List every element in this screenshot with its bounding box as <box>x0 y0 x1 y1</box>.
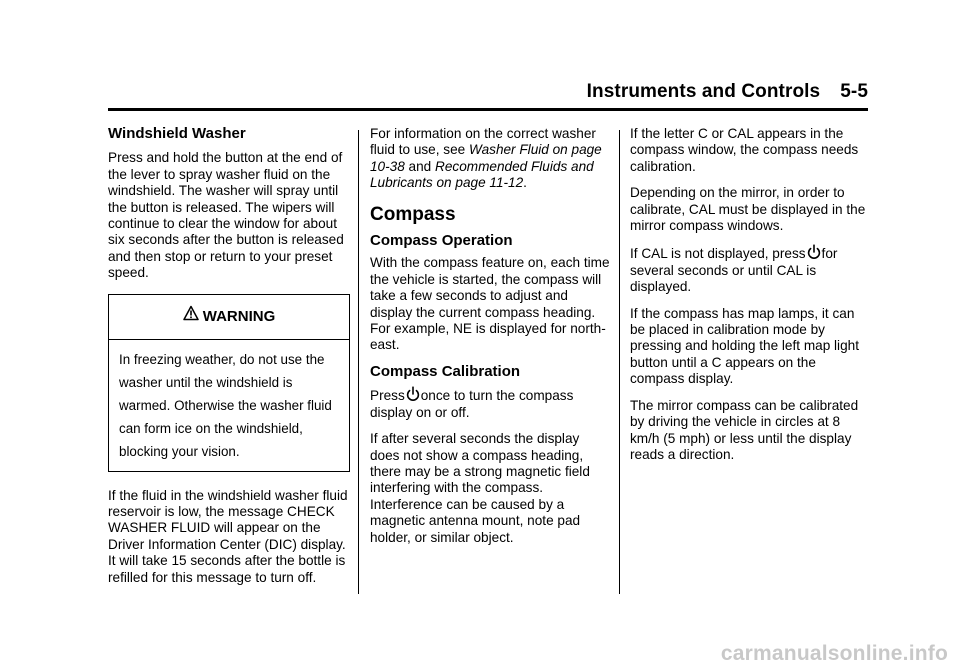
compass-calibration-heading: Compass Calibration <box>370 362 521 380</box>
power-icon <box>807 244 821 260</box>
washer-fluid-reference: Washer Fluid on page 10-38 <box>370 142 602 174</box>
warning-title: WARNING <box>202 308 276 326</box>
fluid-reference-paragraph <box>370 126 612 192</box>
compass-interference-paragraph: If after several seconds the display does not show a compass heading, there may be a strong magnetic field interfering with the compass. Interference can be caused by a magnetic antenna mount, note pad holder, or similar object. <box>370 431 590 545</box>
warning-header <box>109 295 349 340</box>
cal-press-text: If CAL is not displayed, press <box>630 246 806 262</box>
warning-text: In freezing weather, do not use the washer until the windshield is warmed. Otherwise the washer fluid can form ice on the windshield, blocking your vision. <box>119 351 332 459</box>
watermark: carmanualsonline.info <box>720 642 948 665</box>
calibration-needed-paragraph: If the letter C or CAL appears in the compass window, the compass needs calibration. <box>630 126 859 174</box>
page-number: 5-5 <box>840 81 868 102</box>
drive-circles-paragraph: The mirror compass can be calibrated by driving the vehicle in circles at 8 km/h (5 mph) or less until the display reads a direction. <box>630 397 859 462</box>
warning-box <box>108 294 350 472</box>
press-text: Press <box>370 388 405 404</box>
cal-not-displayed-paragraph <box>630 244 872 295</box>
column-2 <box>370 126 612 556</box>
mirror-cal-paragraph: Depending on the mirror, in order to calibrate, CAL must be displayed in the mirror compass windows. <box>630 185 866 234</box>
compass-operation-paragraph: With the compass feature on, each time the vehicle is started, the compass will take a few seconds to adjust and display the current compass heading. For example, NE is displayed for north-east. <box>370 255 610 353</box>
compass-operation-heading: Compass Operation <box>370 232 513 250</box>
column-divider-2 <box>619 130 620 594</box>
compass-heading: Compass <box>370 203 456 225</box>
cal-press-for-text: for several seconds or until CAL is displayed. <box>630 246 838 295</box>
recommended-fluids-reference: Recommended Fluids and Lubricants on page 11-12 <box>370 158 594 191</box>
fluid-reference-and: and <box>404 158 436 174</box>
press-once-text: once to turn the compass display on or off. <box>370 388 574 420</box>
fluid-reference-text: For information on the correct washer fluid to use, see <box>370 126 596 158</box>
washer-paragraph-2: If the fluid in the windshield washer fluid reservoir is low, the message CHECK WASHER FLUID will appear on the Driver Information Center (DIC) display. It will take 15 seconds after the bottle is refilled for this message to turn off. <box>108 487 348 585</box>
power-icon <box>406 386 420 402</box>
washer-paragraph-1: Press and hold the button at the end of the lever to spray washer fluid on the windshield. The washer will spray until the button is released. The wipers will continue to clear the window for about six seconds after the button is released and then stop or return to your preset speed. <box>108 150 344 281</box>
running-head <box>587 81 868 103</box>
column-3 <box>630 126 872 473</box>
fluid-reference-end: . <box>523 175 527 191</box>
page-header <box>108 79 868 111</box>
map-lamps-paragraph: If the compass has map lamps, it can be placed in calibration mode by pressing and holding the left map light button until a C appears on the compass display. <box>630 305 859 387</box>
warning-triangle-icon <box>183 305 199 328</box>
column-divider-1 <box>358 130 359 594</box>
section-title: Instruments and Controls <box>586 81 821 102</box>
column-1 <box>108 126 350 596</box>
compass-press-paragraph <box>370 386 612 421</box>
windshield-washer-heading: Windshield Washer <box>108 125 246 142</box>
